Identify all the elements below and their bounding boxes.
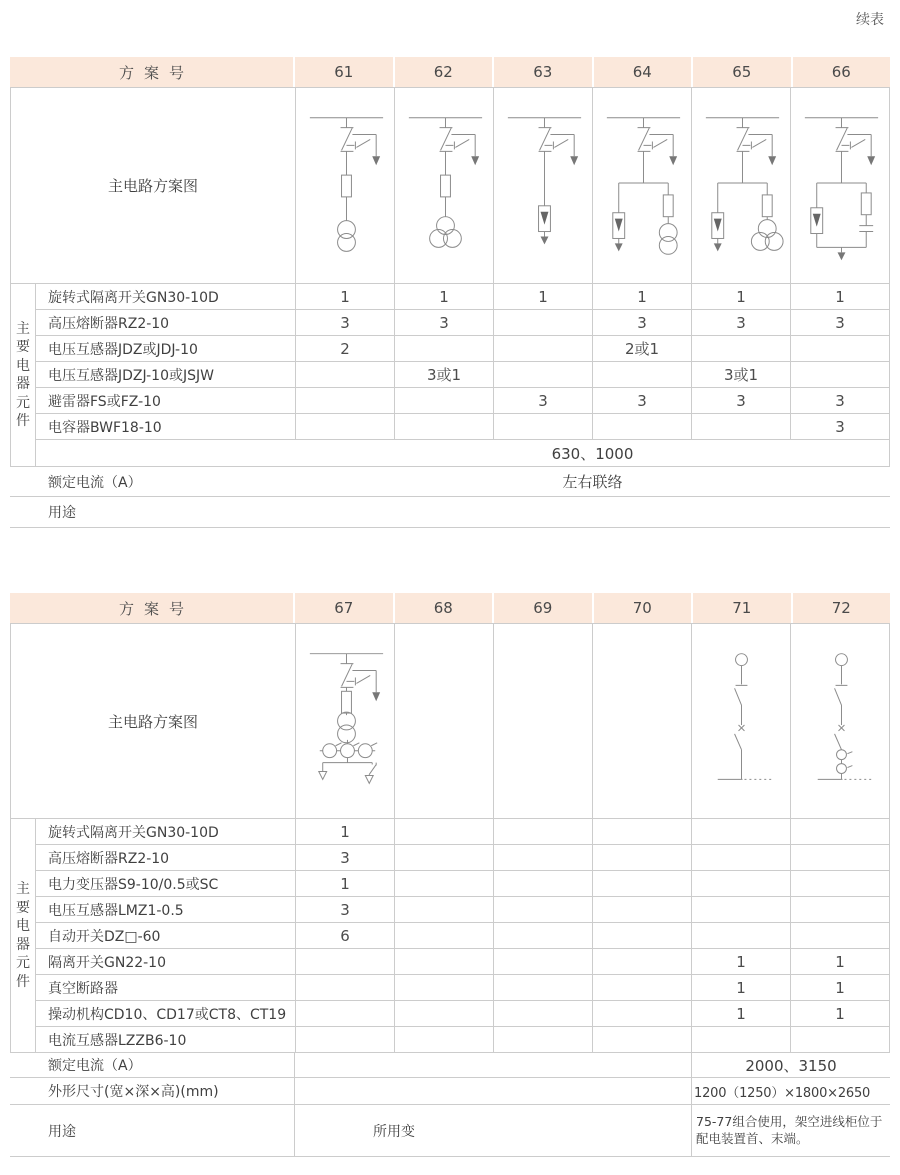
t1-cell: 3 (692, 388, 791, 414)
t2-cell (395, 1001, 494, 1027)
scheme-table-67-72 (10, 593, 890, 1157)
t2-header-71: 71 (693, 593, 793, 623)
t2-cell (494, 1027, 593, 1053)
t1-header-row (10, 57, 890, 87)
t1-cell (692, 336, 791, 362)
t1-row-label: 电压互感器JDZJ-10或JSJW (36, 362, 296, 388)
t1-rated-current-row (10, 467, 890, 497)
continued-table-label: 续表 (856, 12, 884, 28)
t2-row-label: 隔离开关GN22-10 (36, 949, 296, 975)
t2-cell (593, 975, 692, 1001)
t2-cell: 1 (692, 949, 791, 975)
t2-row-label: 高压熔断器RZ2-10 (36, 845, 296, 871)
t1-cell (593, 362, 692, 388)
t1-cell (791, 336, 890, 362)
t1-cell (296, 414, 395, 440)
t1-cell: 3 (296, 310, 395, 336)
t2-diagram-empty-68 (395, 624, 494, 819)
t2-cell (692, 871, 791, 897)
t2-cell (791, 923, 890, 949)
t1-row-label: 旋转式隔离开关GN30-10D (36, 284, 296, 310)
t1-side-label-main-components: 主要电器元件 (11, 284, 36, 467)
t2-cell (593, 949, 692, 975)
t2-cell (296, 1027, 395, 1053)
t2-cell: 6 (296, 923, 395, 949)
t1-current-span-value: 630、1000 (551, 444, 634, 463)
t1-header-65: 65 (693, 57, 793, 87)
t2-header-68: 68 (395, 593, 495, 623)
t2-header-69: 69 (494, 593, 594, 623)
t2-dimensions-label: 外形尺寸(宽×深×高)(mm) (10, 1078, 295, 1104)
t2-cell (296, 949, 395, 975)
t2-cell (296, 975, 395, 1001)
t2-dimensions-row (10, 1078, 890, 1105)
circuit-diagram-63 (494, 88, 593, 284)
t1-usage-value (295, 497, 890, 527)
t2-diagram-row-label: 主电路方案图 (11, 624, 296, 819)
t1-cell (692, 414, 791, 440)
t2-header-70: 70 (594, 593, 694, 623)
t2-diagram-empty-70 (593, 624, 692, 819)
t2-cell: 1 (296, 819, 395, 845)
t1-cell (395, 414, 494, 440)
t2-cell: 1 (791, 1001, 890, 1027)
t2-cell (593, 871, 692, 897)
t1-cell: 1 (791, 284, 890, 310)
t1-body-grid (10, 87, 890, 467)
t2-usage-left-cell (295, 1105, 692, 1156)
t2-rated-current-value: 2000、3150 (745, 1056, 837, 1075)
t1-header-scheme-label: 方案号 (10, 57, 295, 87)
t2-usage-label: 用途 (10, 1105, 295, 1156)
t2-usage-row (10, 1105, 890, 1157)
t2-cell (593, 897, 692, 923)
circuit-diagram-71 (692, 624, 791, 819)
t2-cell (395, 897, 494, 923)
t2-cell (395, 949, 494, 975)
t2-row-label: 自动开关DZ□-60 (36, 923, 296, 949)
t1-rated-current-value: 左右联络 (562, 473, 623, 491)
t2-cell (395, 923, 494, 949)
t1-cell: 3 (791, 414, 890, 440)
t1-rated-current-label: 额定电流（A） (48, 474, 142, 491)
t2-cell (791, 897, 890, 923)
t1-cell (395, 388, 494, 414)
t1-cell: 2 (296, 336, 395, 362)
t1-header-63: 63 (494, 57, 594, 87)
t2-cell: 3 (296, 845, 395, 871)
t1-cell (494, 336, 593, 362)
t1-row-label: 电容器BWF18-10 (36, 414, 296, 440)
t1-cell (395, 336, 494, 362)
t2-cell (395, 819, 494, 845)
t1-header-64: 64 (594, 57, 694, 87)
t2-cell: 3 (296, 897, 395, 923)
t1-usage-label: 用途 (48, 505, 76, 521)
t2-row-label: 电力变压器S9-10/0.5或SC (36, 871, 296, 897)
t2-rated-current-mid (295, 1053, 692, 1077)
t1-cell: 1 (296, 284, 395, 310)
t1-cell: 1 (692, 284, 791, 310)
t2-cell (494, 923, 593, 949)
t2-cell (791, 819, 890, 845)
t2-cell: 1 (692, 975, 791, 1001)
t2-rated-current-row (10, 1053, 890, 1078)
t2-cell: 1 (791, 949, 890, 975)
t2-cell (494, 1001, 593, 1027)
t2-cell (395, 975, 494, 1001)
t1-cell: 3 (593, 388, 692, 414)
t2-cell (692, 819, 791, 845)
t2-cell: 1 (692, 1001, 791, 1027)
t1-usage-row (10, 497, 890, 528)
t2-cell (494, 975, 593, 1001)
t2-cell (593, 923, 692, 949)
t1-cell: 1 (494, 284, 593, 310)
t2-diagram-empty-69 (494, 624, 593, 819)
t2-cell (494, 845, 593, 871)
t2-cell: 1 (296, 871, 395, 897)
t2-rated-current-label: 额定电流（A） (10, 1053, 295, 1077)
t2-row-label: 真空断路器 (36, 975, 296, 1001)
circuit-diagram-66 (791, 88, 890, 284)
circuit-diagram-64 (593, 88, 692, 284)
t1-header-66: 66 (831, 63, 851, 81)
t2-cell (692, 1027, 791, 1053)
t2-side-label-main-components: 主要电器元件 (11, 819, 36, 1053)
t2-cell (494, 949, 593, 975)
t2-usage-right-value: 75-77组合使用，架空进线柜位于配电装置首、末端。 (696, 1113, 883, 1146)
t2-cell (494, 871, 593, 897)
t1-row-label: 电压互感器JDZ或JDJ-10 (36, 336, 296, 362)
t1-cell: 1 (395, 284, 494, 310)
t1-cell (296, 362, 395, 388)
t2-dimensions-mid (295, 1078, 692, 1104)
t2-header-scheme-label: 方案号 (10, 593, 295, 623)
t2-cell (692, 923, 791, 949)
t2-cell (791, 1027, 890, 1053)
t1-cell: 3 (791, 310, 890, 336)
t2-cell (593, 1001, 692, 1027)
circuit-diagram-62 (395, 88, 494, 284)
t1-cell: 3 (692, 310, 791, 336)
t2-cell (692, 845, 791, 871)
t2-cell (296, 1001, 395, 1027)
t2-cell (791, 845, 890, 871)
t2-cell (395, 871, 494, 897)
t2-cell (593, 1027, 692, 1053)
t2-row-label: 电流互感器LZZB6-10 (36, 1027, 296, 1053)
t2-row-label: 操动机构CD10、CD17或CT8、CT19 (36, 1001, 296, 1027)
t2-cell (791, 871, 890, 897)
t1-cell (593, 414, 692, 440)
t1-cell (494, 362, 593, 388)
t2-cell (593, 819, 692, 845)
t2-header-72: 72 (831, 599, 851, 617)
t2-header-row (10, 593, 890, 623)
t1-cell (494, 310, 593, 336)
t1-cell: 3 (791, 388, 890, 414)
t2-body-grid (10, 623, 890, 1053)
t2-cell (692, 897, 791, 923)
t1-cell: 1 (593, 284, 692, 310)
circuit-diagram-67 (296, 624, 395, 819)
circuit-diagram-65 (692, 88, 791, 284)
t1-header-61: 61 (295, 57, 395, 87)
t1-cell (494, 414, 593, 440)
t2-cell (494, 897, 593, 923)
t1-cell: 3或1 (395, 362, 494, 388)
t2-cell (494, 819, 593, 845)
scheme-table-61-66 (10, 57, 890, 528)
t1-row-label: 高压熔断器RZ2-10 (36, 310, 296, 336)
t1-rated-current-span-row (36, 440, 890, 467)
t2-usage-left-value: 所用变 (373, 1123, 415, 1140)
t1-header-62: 62 (395, 57, 495, 87)
t2-row-label: 旋转式隔离开关GN30-10D (36, 819, 296, 845)
t2-dimensions-value: 1200（1250）×1800×2650 (694, 1085, 871, 1101)
circuit-diagram-61 (296, 88, 395, 284)
t2-cell (395, 1027, 494, 1053)
circuit-diagram-72 (791, 624, 890, 819)
t2-row-label: 电压互感器LMZ1-0.5 (36, 897, 296, 923)
t1-cell: 3 (593, 310, 692, 336)
t1-cell: 3 (395, 310, 494, 336)
t1-cell: 3 (494, 388, 593, 414)
t2-cell (593, 845, 692, 871)
t1-cell: 3或1 (692, 362, 791, 388)
t1-cell: 2或1 (593, 336, 692, 362)
t2-header-67: 67 (295, 593, 395, 623)
t1-cell (296, 388, 395, 414)
t1-diagram-row-label: 主电路方案图 (11, 88, 296, 284)
t2-cell: 1 (791, 975, 890, 1001)
t2-cell (395, 845, 494, 871)
t1-row-label: 避雷器FS或FZ-10 (36, 388, 296, 414)
t1-cell (791, 362, 890, 388)
